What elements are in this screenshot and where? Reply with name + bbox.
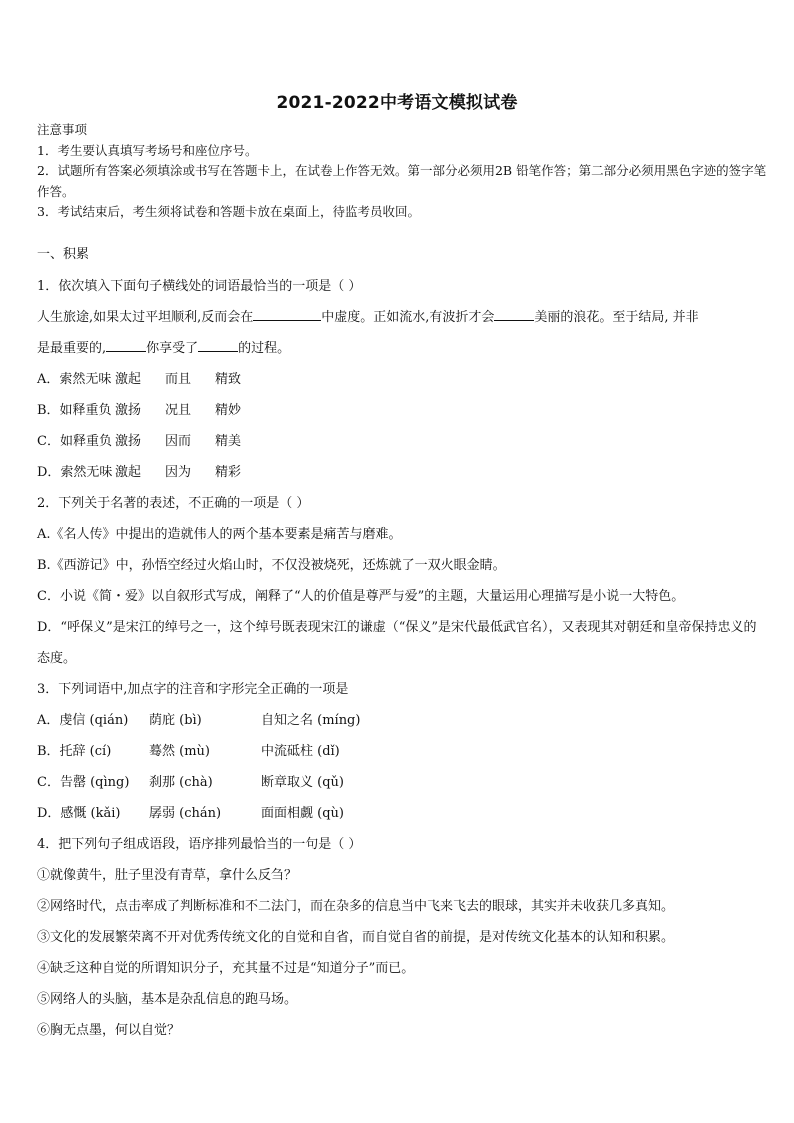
question-2-option-c: C．小说《简・爱》以自叙形式写成，阐释了“人的价值是尊严与爱”的主题，大量运用心理描写是小说一大特色。 xyxy=(37,589,685,604)
option-word: 激起 xyxy=(115,372,142,387)
question-3-option-d xyxy=(37,798,762,829)
option-word: 自知之名 (míng) xyxy=(261,713,361,728)
fill-blank xyxy=(106,339,146,352)
passage-text: 是最重要的, xyxy=(37,341,107,356)
question-3-option-a xyxy=(37,705,762,736)
option-word: 激起 xyxy=(115,465,142,480)
question-2-option-b: B.《西游记》中，孙悟空经过火焰山时，不仅没被烧死，还炼就了一双火眼金睛。 xyxy=(37,558,506,573)
option-word: 因为 xyxy=(165,465,192,480)
option-word: 精致 xyxy=(215,372,242,387)
question-4-stem: 4．把下列句子组成语段，语序排列最恰当的一句是（ ） xyxy=(37,837,362,852)
option-word: 刹那 (chà) xyxy=(149,775,213,790)
question-1-option-d xyxy=(37,457,762,488)
option-word: 激扬 xyxy=(115,403,142,418)
option-word: 精妙 xyxy=(215,403,242,418)
passage-text: 的过程。 xyxy=(238,341,291,356)
option-word: B．托辞 (cí) xyxy=(37,744,112,759)
question-1-option-c xyxy=(37,426,762,457)
option-word: B．如释重负 xyxy=(37,403,112,418)
option-word: 而且 xyxy=(165,372,192,387)
question-4-item: ⑥胸无点墨，何以自觉？ xyxy=(37,1023,181,1038)
option-word: 孱弱 (chán) xyxy=(149,806,222,821)
option-word: 荫庇 (bì) xyxy=(149,713,202,728)
notice-item: 2．试题所有答案必须填涂或书写在答题卡上，在试卷上作答无效。第一部分必须用2B 铅笔作答；第二部分必须用黑色字迹的签字笔作答。 xyxy=(37,163,767,199)
question-3-option-c xyxy=(37,767,762,798)
notice-heading: 注意事项 xyxy=(37,122,88,137)
option-word: 面面相觑 (qù) xyxy=(261,806,344,821)
passage-text: 人生旅途,如果太过平坦顺利,反而会在 xyxy=(37,310,254,325)
notice-block xyxy=(37,120,767,223)
question-1-passage-line-1 xyxy=(37,302,762,333)
question-3-option-b xyxy=(37,736,762,767)
question-2-stem: 2．下列关于名著的表述，不正确的一项是（ ） xyxy=(37,496,310,511)
notice-item: 3．考试结束后，考生须将试卷和答题卡放在桌面上，待监考员收回。 xyxy=(37,204,420,219)
notice-item: 1．考生要认真填写考场号和座位序号。 xyxy=(37,142,258,158)
option-word: A．索然无味 xyxy=(37,372,112,387)
option-word: 断章取义 (qǔ) xyxy=(261,775,344,790)
fill-blank xyxy=(494,308,534,321)
option-word: 因而 xyxy=(165,434,192,449)
passage-text: 美丽的浪花。至于结局, 并非 xyxy=(534,310,699,325)
question-4-item: ④缺乏这种自觉的所谓知识分子，充其量不过是“知道分子”而已。 xyxy=(37,961,415,976)
option-word: C．如释重负 xyxy=(37,434,112,449)
question-1-passage-line-2 xyxy=(37,333,762,364)
option-word: D．感慨 (kǎi) xyxy=(37,806,121,821)
question-4-item: ⑤网络人的头脑，基本是杂乱信息的跑马场。 xyxy=(37,992,298,1007)
page-title: 2021-2022中考语文模拟试卷 xyxy=(276,93,518,113)
question-1-stem: 1．依次填入下面句子横线处的词语最恰当的一项是（ ） xyxy=(37,279,362,294)
fill-blank xyxy=(198,339,238,352)
question-body xyxy=(37,245,762,1046)
option-word: 激扬 xyxy=(115,434,142,449)
option-word: A．虔信 (qián) xyxy=(37,713,129,728)
question-4-item: ③文化的发展繁荣离不开对优秀传统文化的自觉和自省，而自觉自省的前提，是对传统文化基本的认知和积累。 xyxy=(37,930,675,945)
passage-text: 中虚度。正如流水,有波折才会 xyxy=(321,310,495,325)
option-word: 况且 xyxy=(165,403,192,418)
option-word: 精美 xyxy=(215,434,242,449)
question-3-stem: 3．下列词语中,加点字的注音和字形完全正确的一项是 xyxy=(37,682,349,697)
question-4-item: ①就像黄牛，肚子里没有青草，拿什么反刍？ xyxy=(37,868,298,883)
question-2-option-d: D．“呼保义”是宋江的绰号之一，这个绰号既表现宋江的谦虚（“保义”是宋代最低武官名），又表现其对朝廷和皇帝保持忠义的态度。 xyxy=(37,620,757,666)
question-4-item: ②网络时代，点击率成了判断标准和不二法门，而在杂多的信息当中飞来飞去的眼球，其实并未收获几多真知。 xyxy=(37,899,675,914)
question-1-option-a xyxy=(37,364,762,395)
passage-text: 你享受了 xyxy=(146,341,199,356)
question-2-option-a: A.《名人传》中提出的造就伟人的两个基本要素是痛苦与磨难。 xyxy=(37,527,402,542)
section-heading: 一、积累 xyxy=(37,247,90,262)
option-word: D．索然无味 xyxy=(37,465,113,480)
question-1-option-b xyxy=(37,395,762,426)
option-word: 中流砥柱 (dǐ) xyxy=(261,744,340,759)
fill-blank xyxy=(253,308,321,321)
option-word: 精彩 xyxy=(215,465,242,480)
option-word: C．告罄 (qìng) xyxy=(37,775,130,790)
option-word: 蓦然 (mù) xyxy=(149,744,210,759)
